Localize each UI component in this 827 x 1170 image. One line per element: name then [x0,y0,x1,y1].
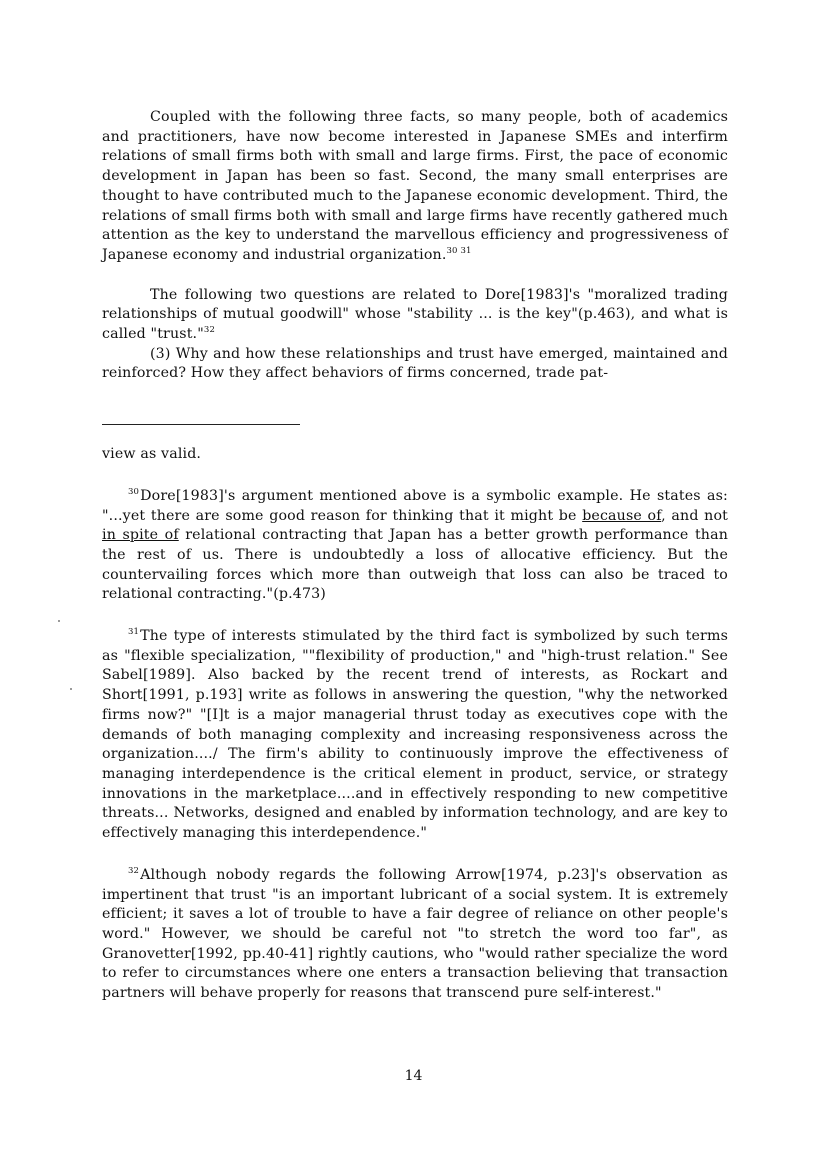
footnote-30: $^{30}$Dore[1983]'s argument mentioned above is a symbolic example. He states as: "...yet there are some good reason for thinking that it might be because of, and not in spite of relational contracting that Japan has a better growth performance than the rest of us. There is undoubtedly a loss of allocative efficiency. But the countervailing forces which more than outweigh that loss can also be traced to relational contracting."(p.473) [102,487,728,603]
underlined-because-of: because of [582,507,662,524]
footnote-separator [102,424,300,425]
footnote-31: $^{31}$The type of interests stimulated by the third fact is symbolized by such terms as "flexible specialization, ""flexibility of production," and "high-trust relation." See Sabel[1989]. Also backed by the recent trend of interests, as Rockart and Short[1991, p.193] write as follows in answering the question, "why the networked firms now?" "[I]t is a major managerial thrust today as executives cope with the demands of both managing complexity and increasing responsiveness across the organization..../ The firm's ability to continuously improve the effectiveness of managing interdependence is the critical element in product, service, or strategy innovations in the marketplace....and in effectively responding to new competitive threats... Networks, designed and enabled by information technology, and are key to effectively managing this interdependence." [102,627,728,842]
footnote-mark-30: 30 [128,487,140,498]
footnote-mark-31: 31 [128,627,140,638]
footnote-continuation: view as valid. [102,446,202,463]
page-content [102,108,728,1004]
footnote-mark-32: 32 [128,866,140,877]
body-paragraph-3: (3) Why and how these relationships and trust have emerged, maintained and reinforced? How they affect behaviors of firms concerned, trade pat- [102,345,728,382]
scan-mark [58,620,60,622]
page-number: 14 [404,1068,423,1084]
footnote-ref-30-31: 30 31 [446,246,472,257]
body-paragraph-1: Coupled with the following three facts, so many people, both of academics and practitioners, have now become interested in Japanese SMEs and interfirm relations of small firms both with small and large firms. First, the pace of economic development in Japan has been so fast. Second, the many small enterprises are thought to have contributed much to the Japanese economic development. Third, the relations of small firms both with small and large firms have recently gathered much attention as the key to understand the marvellous efficiency and progressiveness of Japanese economy and industrial organization.$^{30 31}$ [102,109,728,263]
underlined-in-spite-of: in spite of [102,527,179,544]
footnote-32: $^{32}$Although nobody regards the following Arrow[1974, p.23]'s observation as impertinent that trust "is an important lubricant of a social system. It is extremely efficient; it saves a lot of trouble to have a fair degree of reliance on other people's word." However, we should be careful not "to stretch the word too far", as Granovetter[1992, pp.40-41] rightly cautions, who "would rather specialize the word to refer to circumstances where one enters a transaction believing that transaction partners will behave properly for reasons that transcend pure self-interest." [102,866,728,1002]
scan-mark [70,688,72,690]
footnote-ref-32: 32 [203,325,216,336]
body-paragraph-2: The following two questions are related to Dore[1983]'s "moralized trading relationships of mutual goodwill" whose "stability ... is the key"(p.463), and what is called "trust."$^{32}$ [102,286,728,343]
